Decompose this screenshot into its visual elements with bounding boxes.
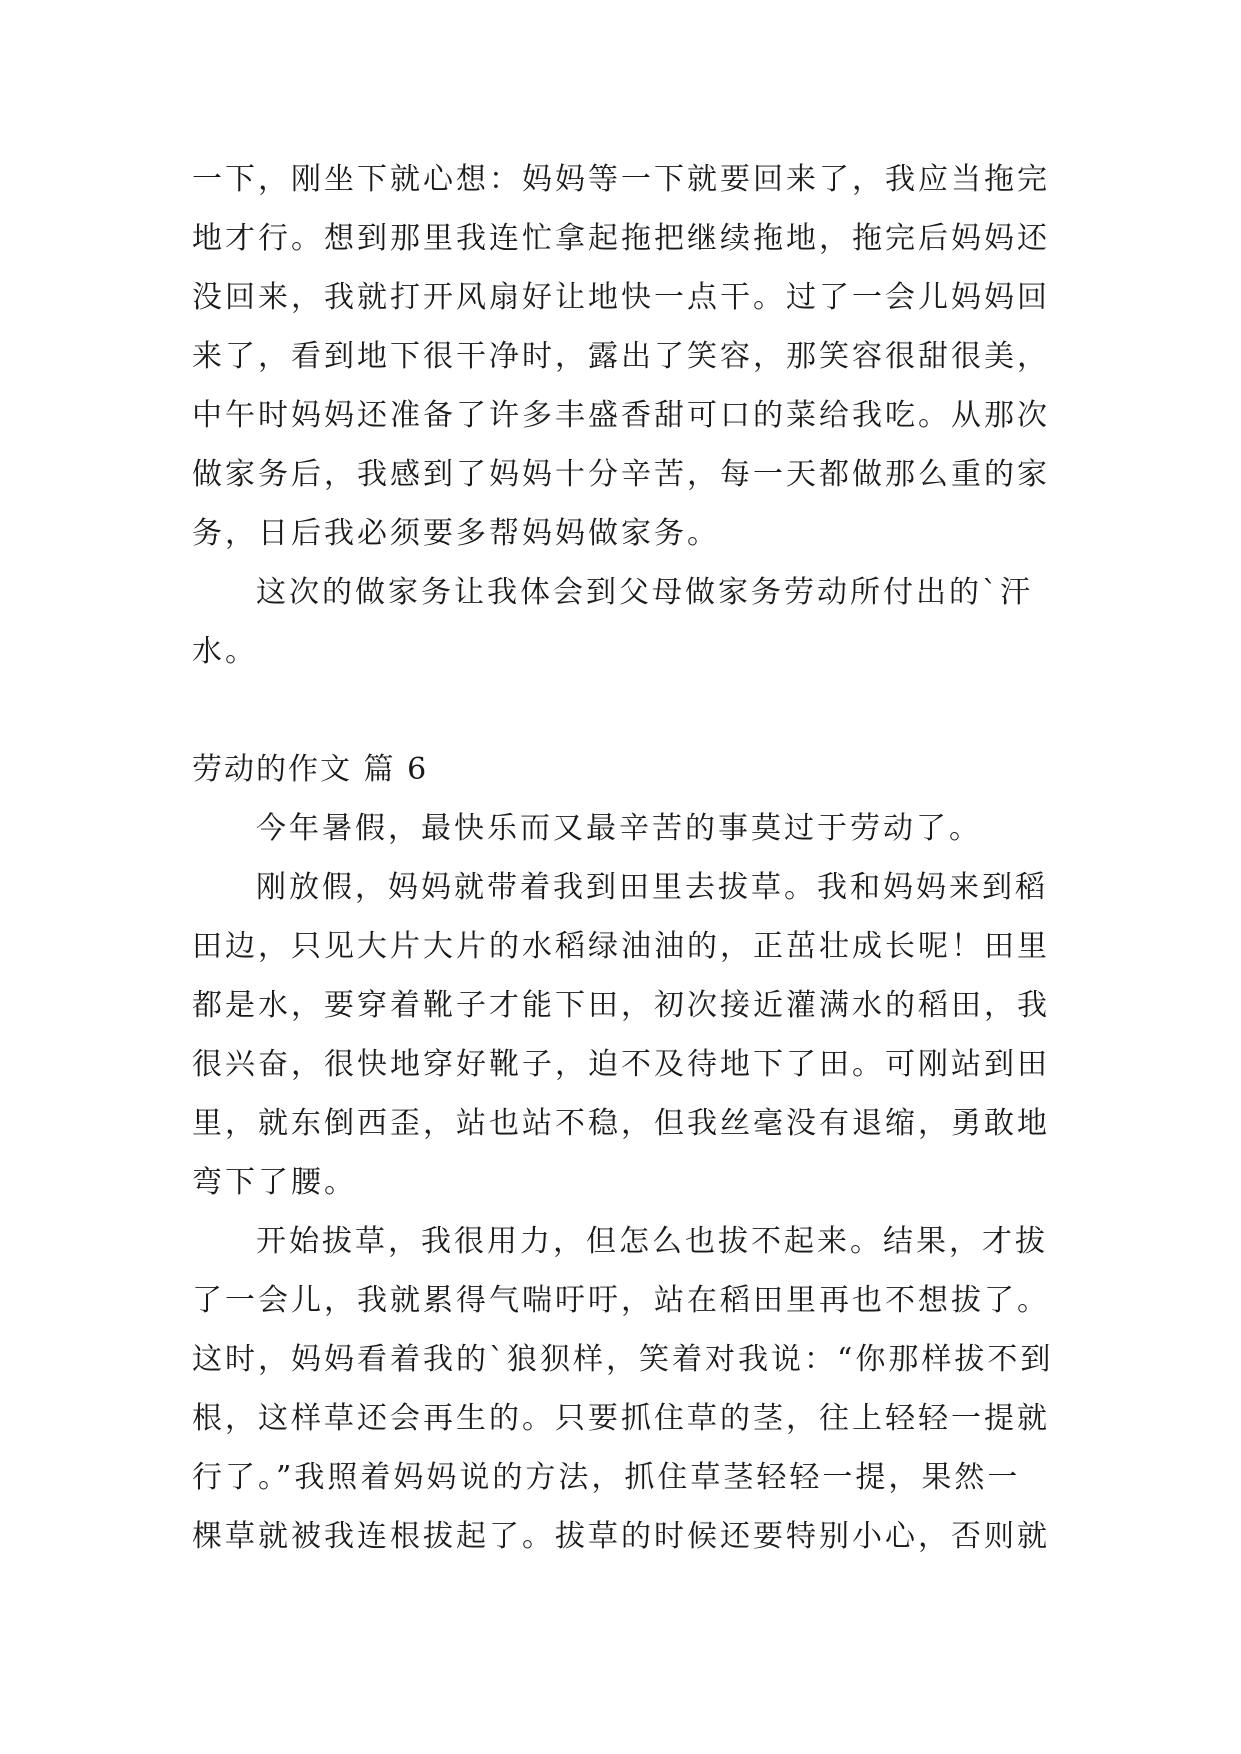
section-6-paragraph-2 (192, 858, 1052, 1212)
text-line: 这次的做家务让我体会到父母做家务劳动所付出的`汗 (256, 575, 1033, 610)
text-line: 没回来，我就打开风扇好让地快一点干。过了一会儿妈妈回 (192, 280, 1050, 315)
text-line: 行了。”我照着妈妈说的方法，抓住草茎轻轻一提，果然一 (192, 1460, 1021, 1495)
text-line: 刚放假，妈妈就带着我到田里去拔草。我和妈妈来到稻 (256, 870, 1048, 905)
section-heading: 劳动的作文 篇 6 (192, 752, 429, 787)
text-line: 弯下了腰。 (192, 1165, 357, 1200)
paragraph-continued-2 (192, 563, 1052, 681)
text-line: 中午时妈妈还准备了许多丰盛香甜可口的菜给我吃。从那次 (192, 398, 1050, 433)
document-page (192, 150, 1052, 1566)
text-line: 棵草就被我连根拔起了。拔草的时候还要特别小心，否则就 (192, 1519, 1050, 1554)
text-line: 都是水，要穿着靴子才能下田，初次接近灌满水的稻田，我 (192, 988, 1050, 1023)
text-line: 务，日后我必须要多帮妈妈做家务。 (192, 516, 720, 551)
text-line: 里，就东倒西歪，站也站不稳，但我丝毫没有退缩，勇敢地 (192, 1106, 1050, 1141)
text-line: 来了，看到地下很干净时，露出了笑容，那笑容很甜很美， (192, 339, 1050, 374)
text-line: 水。 (192, 634, 258, 669)
text-line: 做家务后，我感到了妈妈十分辛苦，每一天都做那么重的家 (192, 457, 1050, 492)
text-line: 这时，妈妈看着我的`狼狈样，笑着对我说：“你那样拔不到 (192, 1342, 1054, 1377)
text-line: 地才行。想到那里我连忙拿起拖把继续拖地，拖完后妈妈还 (192, 221, 1050, 256)
section-6-paragraph-3 (192, 1212, 1052, 1566)
section-6-paragraph-1 (192, 799, 1052, 858)
paragraph-continued-1 (192, 150, 1052, 563)
text-line: 一下，刚坐下就心想：妈妈等一下就要回来了，我应当拖完 (192, 162, 1050, 197)
text-line: 根，这样草还会再生的。只要抓住草的茎，往上轻轻一提就 (192, 1401, 1050, 1436)
text-line: 今年暑假，最快乐而又最辛苦的事莫过于劳动了。 (256, 811, 982, 846)
text-line: 开始拔草，我很用力，但怎么也拔不起来。结果，才拔 (256, 1224, 1048, 1259)
text-line: 很兴奋，很快地穿好靴子，迫不及待地下了田。可刚站到田 (192, 1047, 1050, 1082)
text-line: 田边，只见大片大片的水稻绿油油的，正茁壮成长呢！田里 (192, 929, 1050, 964)
text-line: 了一会儿，我就累得气喘吁吁，站在稻田里再也不想拔了。 (192, 1283, 1050, 1318)
section-spacer (192, 681, 1052, 740)
